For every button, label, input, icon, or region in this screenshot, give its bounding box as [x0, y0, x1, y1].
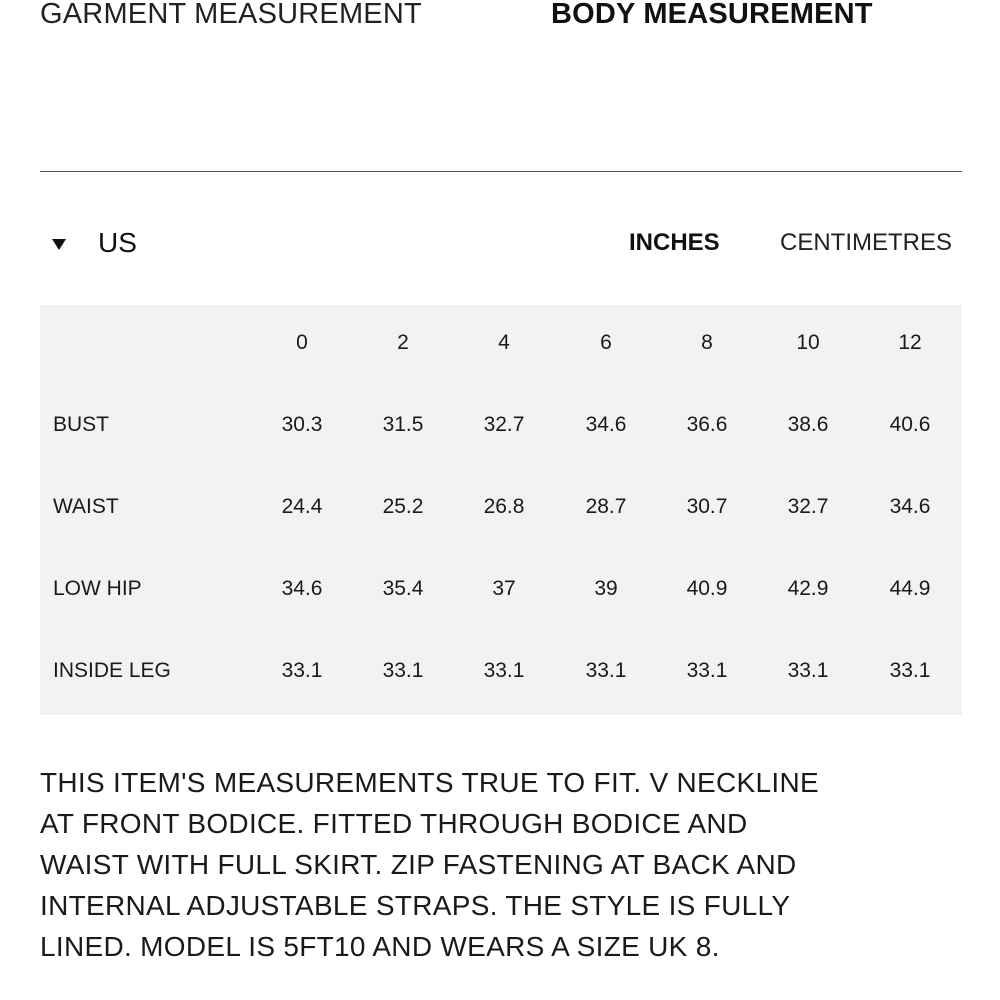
measurement-value-cell: 26.8	[483, 495, 525, 518]
measurement-value-cell: 34.6	[585, 413, 627, 436]
measurement-value-cell: 42.9	[787, 577, 829, 600]
measurement-row-label: BUST	[53, 413, 110, 436]
measurement-value-cell: 35.4	[382, 577, 424, 600]
measurement-value-cell: 33.1	[585, 659, 627, 682]
size-header-cell: 0	[296, 331, 308, 354]
tab-garment-measurement[interactable]: GARMENT MEASUREMENT	[40, 0, 422, 30]
measurement-value-cell: 33.1	[483, 659, 525, 682]
product-fit-description: THIS ITEM'S MEASUREMENTS TRUE TO FIT. V NECKLINE AT FRONT BODICE. FITTED THROUGH BODICE AND WAIST WITH FULL SKIRT. ZIP FASTENING AT BACK AND INTERNAL ADJUSTABLE STRAPS. THE STYLE IS FULLY LINED. MODEL IS 5FT10 AND WEARS A SIZE UK 8.	[40, 767, 819, 962]
measurement-value-cell: 44.9	[889, 577, 931, 600]
measurement-value-cell: 39	[594, 577, 618, 600]
size-header-cell: 6	[600, 331, 612, 354]
unit-toggle-centimetres[interactable]: CENTIMETRES	[780, 229, 953, 256]
measurement-value-cell: 25.2	[382, 495, 424, 518]
tab-body-measurement[interactable]: BODY MEASUREMENT	[551, 0, 873, 30]
measurement-value-cell: 33.1	[382, 659, 424, 682]
size-header-cell: 2	[397, 331, 409, 354]
measurement-value-cell: 34.6	[889, 495, 931, 518]
measurement-value-cell: 32.7	[787, 495, 829, 518]
measurement-value-cell: 33.1	[686, 659, 728, 682]
measurement-value-cell: 40.6	[889, 413, 931, 436]
measurement-value-cell: 33.1	[787, 659, 829, 682]
measurement-value-cell: 33.1	[889, 659, 931, 682]
measurement-value-cell: 37	[492, 577, 516, 600]
region-dropdown[interactable]	[52, 226, 137, 260]
measurement-value-cell: 40.9	[686, 577, 728, 600]
measurement-value-cell: 33.1	[281, 659, 323, 682]
measurement-row-label: LOW HIP	[53, 577, 142, 600]
measurement-row-label: INSIDE LEG	[53, 659, 171, 682]
size-header-cell: 8	[701, 331, 713, 354]
size-header-cell: 12	[898, 331, 922, 354]
size-header-cell: 4	[498, 331, 510, 354]
size-header-cell: 10	[796, 331, 820, 354]
measurement-value-cell: 32.7	[483, 413, 525, 436]
measurement-value-cell: 38.6	[787, 413, 829, 436]
measurement-value-cell: 30.3	[281, 413, 323, 436]
size-chart-table	[40, 305, 962, 715]
measurement-value-cell: 30.7	[686, 495, 728, 518]
measurement-row-label: WAIST	[53, 495, 119, 518]
measurement-tabs	[0, 0, 1000, 38]
unit-toggle-inches[interactable]: INCHES	[629, 229, 720, 256]
measurement-value-cell: 36.6	[686, 413, 728, 436]
divider	[40, 171, 962, 172]
measurement-value-cell: 28.7	[585, 495, 627, 518]
measurement-value-cell: 31.5	[382, 413, 424, 436]
caret-down-icon	[52, 239, 66, 250]
region-selected-label: US	[98, 227, 137, 258]
measurement-value-cell: 24.4	[281, 495, 323, 518]
measurement-value-cell: 34.6	[281, 577, 323, 600]
